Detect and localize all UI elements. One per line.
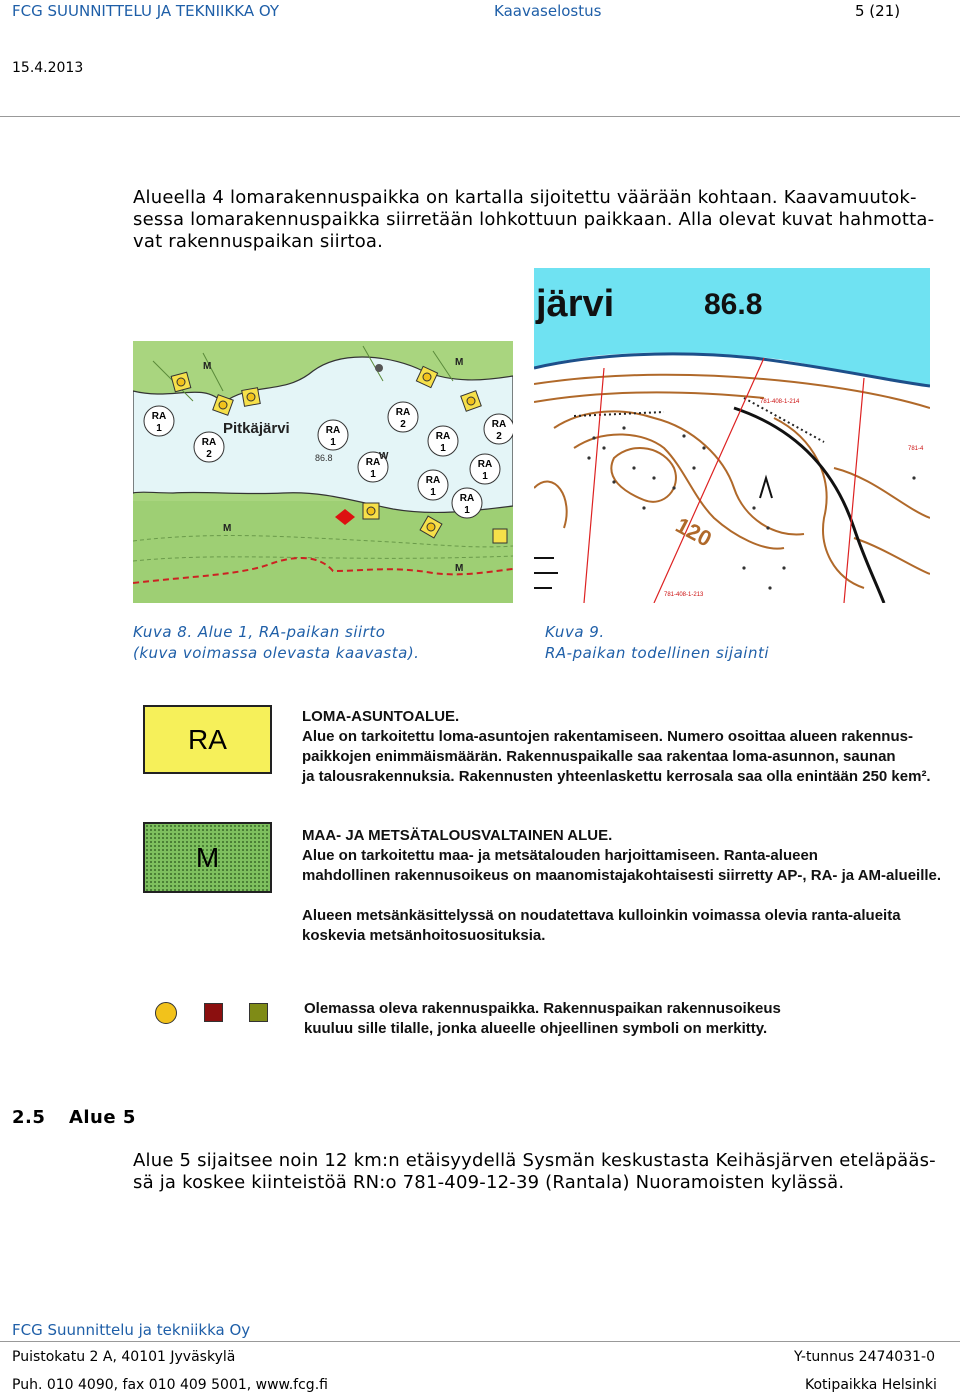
ra-number: 2 bbox=[400, 419, 406, 430]
ra-label: RA bbox=[325, 425, 341, 436]
footer-domicile: Kotipaikka Helsinki bbox=[805, 1377, 937, 1393]
ra-number: 2 bbox=[206, 449, 212, 460]
legend-symbols-description bbox=[304, 999, 781, 1039]
section-title: Alue 5 bbox=[68, 1107, 136, 1128]
base-map bbox=[534, 268, 930, 603]
ra-label: RA bbox=[395, 407, 411, 418]
zone-m-label: M bbox=[223, 523, 232, 534]
legend-text-line: mahdollinen rakennusoikeus on maanomistajakohtaisesti siirretty AP-, RA- ja AM-alueille. bbox=[302, 867, 942, 884]
header-date: 15.4.2013 bbox=[12, 60, 84, 76]
legend-m-title: MAA- JA METSÄTALOUSVALTAINEN ALUE. bbox=[302, 827, 613, 844]
legend-text-line: Alueen metsänkäsittelyssä on noudatettava kulloinkin voimassa olevia ranta-alueita bbox=[302, 907, 901, 924]
section-paragraph bbox=[133, 1150, 953, 1194]
legend-text-line: paikkojen enimmäismäärän. Rakennuspaikalle saa rakentaa loma-asunnon, saunan bbox=[302, 748, 896, 765]
figure-8-subtitle: (kuva voimassa olevasta kaavasta). bbox=[133, 644, 420, 662]
zone-m-label: M bbox=[455, 563, 464, 574]
legend-text-line: Alue on tarkoitettu maa- ja metsätalouden harjoittamiseen. Ranta-alueen bbox=[302, 847, 818, 864]
ra-number: 1 bbox=[330, 437, 336, 448]
legend-text-line: kuuluu sille tilalle, jonka alueelle ohjeellinen symboli on merkitty. bbox=[304, 1020, 768, 1037]
footer-address: Puistokatu 2 A, 40101 Jyväskylä bbox=[12, 1349, 236, 1365]
figure-8-title: Kuva 8. Alue 1, RA-paikan siirto bbox=[133, 623, 386, 641]
footer-divider bbox=[0, 1341, 960, 1342]
lake-name: järvi bbox=[536, 283, 615, 325]
header-company: FCG SUUNNITTELU JA TEKNIIKKA OY bbox=[12, 2, 280, 20]
parcel-id: 781-4 bbox=[908, 446, 924, 452]
ra-label: RA bbox=[477, 459, 493, 470]
lake-name: Pitkäjärvi bbox=[223, 420, 290, 437]
ra-label: RA bbox=[151, 411, 167, 422]
section-heading bbox=[12, 1107, 136, 1128]
ra-number: 1 bbox=[464, 505, 470, 516]
map-figure-9 bbox=[534, 268, 930, 603]
map-figure-8 bbox=[133, 341, 513, 603]
header-doc-type: Kaavaselostus bbox=[494, 2, 602, 20]
intro-line: sessa lomarakennuspaikka siirretään lohkottuun paikkaan. Alla olevat kuvat hahmotta- bbox=[133, 209, 935, 230]
legend-text-line: Olemassa oleva rakennuspaikka. Rakennuspaikan rakennusoikeus bbox=[304, 1000, 781, 1017]
ra-label: RA bbox=[491, 419, 507, 430]
ra-number: 1 bbox=[430, 487, 436, 498]
footer-business-id: Y-tunnus 2474031-0 bbox=[794, 1349, 935, 1365]
parcel-id: 781-408-1-213 bbox=[664, 592, 704, 598]
legend-ra-description bbox=[302, 707, 931, 787]
red-square-icon bbox=[204, 1003, 223, 1022]
zoning-map bbox=[133, 341, 513, 603]
ra-label: RA bbox=[365, 457, 381, 468]
legend-ra-title: LOMA-ASUNTOALUE. bbox=[302, 708, 460, 725]
header-divider bbox=[0, 116, 960, 117]
olive-square-icon bbox=[249, 1003, 268, 1022]
existing-site-circle-icon bbox=[155, 1002, 177, 1024]
lake-elevation: 86.8 bbox=[315, 453, 333, 463]
ra-label: RA bbox=[201, 437, 217, 448]
ra-label: RA bbox=[435, 431, 451, 442]
ra-number: 2 bbox=[496, 431, 502, 442]
zone-m-label: M bbox=[203, 361, 212, 372]
ra-label: RA bbox=[459, 493, 475, 504]
footer-company: FCG Suunnittelu ja tekniikka Oy bbox=[12, 1321, 251, 1339]
legend-m-description bbox=[302, 826, 941, 946]
intro-paragraph bbox=[133, 187, 953, 253]
lake-elevation: 86.8 bbox=[704, 288, 763, 321]
legend-text-line: ja talousrakennuksia. Rakennusten yhteenlaskettu kerrosala saa olla enintään 250 kem². bbox=[302, 768, 931, 785]
ra-number: 1 bbox=[482, 471, 488, 482]
ra-number: 1 bbox=[370, 469, 376, 480]
section-line: Alue 5 sijaitsee noin 12 km:n etäisyydellä Sysmän keskustasta Keihäsjärven eteläpääs- bbox=[133, 1150, 936, 1171]
contour-label: 120 bbox=[671, 512, 716, 552]
legend-text-line: Alue on tarkoitettu loma-asuntojen rakentamiseen. Numero osoittaa alueen rakennus- bbox=[302, 728, 913, 745]
intro-line: vat rakennuspaikan siirtoa. bbox=[133, 231, 384, 252]
legend-m-symbol: M bbox=[143, 822, 272, 893]
header-page-number: 5 (21) bbox=[855, 2, 901, 20]
intro-line: Alueella 4 lomarakennuspaikka on kartalla sijoitettu väärään kohtaan. Kaavamuutok- bbox=[133, 187, 917, 208]
figure-9-caption bbox=[545, 622, 769, 664]
parcel-id: 781-408-1-214 bbox=[760, 399, 800, 405]
ra-number: 1 bbox=[440, 443, 446, 454]
zone-m-label: M bbox=[455, 357, 464, 368]
section-line: sä ja koskee kiinteistöä RN:o 781-409-12-39 (Rantala) Nuoramoisten kylässä. bbox=[133, 1172, 845, 1193]
ra-label: RA bbox=[425, 475, 441, 486]
zone-w-label: W bbox=[379, 451, 389, 462]
figure-9-subtitle: RA-paikan todellinen sijainti bbox=[545, 644, 770, 662]
ra-number: 1 bbox=[156, 423, 162, 434]
legend-text-line: koskevia metsänhoitosuosituksia. bbox=[302, 927, 546, 944]
section-number: 2.5 bbox=[12, 1107, 46, 1128]
figure-9-title: Kuva 9. bbox=[545, 623, 605, 641]
figure-8-caption bbox=[133, 622, 419, 664]
footer-contact: Puh. 010 4090, fax 010 409 5001, www.fcg.fi bbox=[12, 1377, 328, 1393]
legend-ra-symbol: RA bbox=[143, 705, 272, 774]
